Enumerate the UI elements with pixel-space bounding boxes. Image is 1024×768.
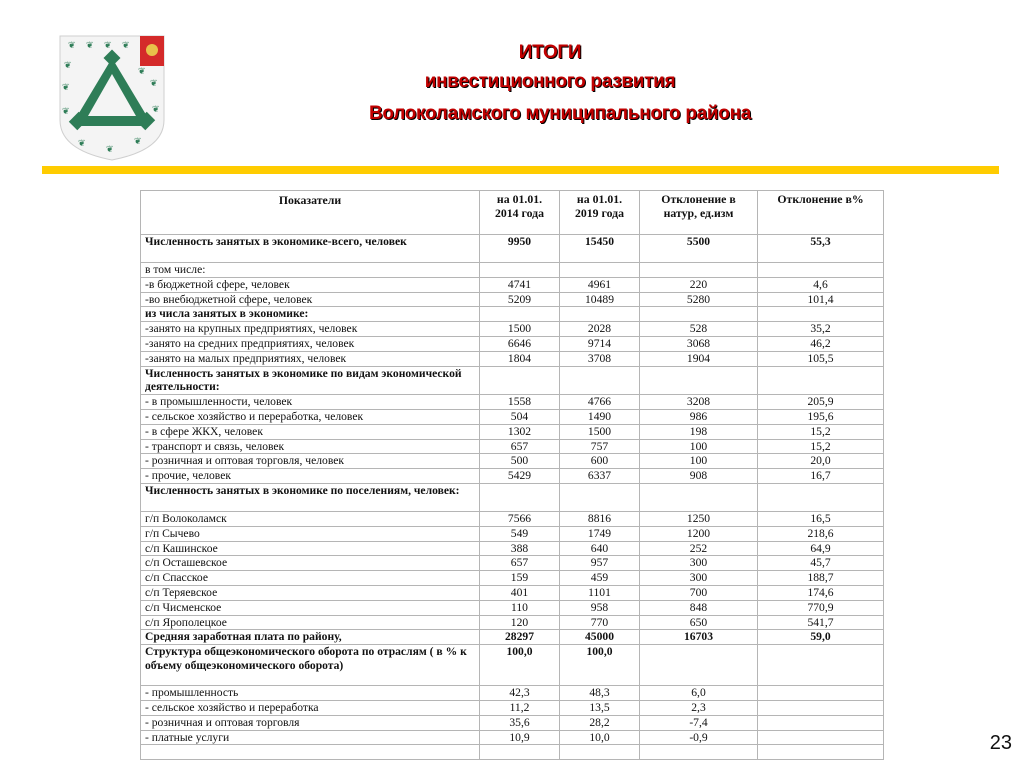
- table-row: [141, 277, 884, 292]
- cell-row-label: г/п Сычево: [141, 526, 480, 541]
- table-row: [141, 307, 884, 322]
- cell-value-2019: 10,0: [560, 730, 640, 745]
- cell-row-label: Структура общеэкономического оборота по отраслям ( в % к объему общеэкономического оборота): [141, 645, 480, 686]
- cell-deviation-abs: [640, 263, 758, 278]
- cell-value-2019: 757: [560, 439, 640, 454]
- cell-value-2014: 5429: [480, 469, 560, 484]
- cell-value-2019: 100,0: [560, 645, 640, 686]
- cell-value-2019: 459: [560, 571, 640, 586]
- page-number: 23: [989, 732, 1012, 754]
- cell-deviation-pct: 35,2: [758, 322, 884, 337]
- cell-value-2014: 42,3: [480, 686, 560, 701]
- cell-deviation-pct: 541,7: [758, 615, 884, 630]
- cell-deviation-pct: 101,4: [758, 292, 884, 307]
- cell-value-2014: 110: [480, 600, 560, 615]
- cell-value-2019: 13,5: [560, 700, 640, 715]
- svg-text:❦: ❦: [150, 78, 158, 88]
- cell-deviation-pct: 64,9: [758, 541, 884, 556]
- cell-deviation-pct: 46,2: [758, 336, 884, 351]
- cell-deviation-pct: 174,6: [758, 585, 884, 600]
- cell-deviation-pct: [758, 307, 884, 322]
- cell-value-2014: 28297: [480, 630, 560, 645]
- table-row: [141, 454, 884, 469]
- cell-deviation-pct: [758, 730, 884, 745]
- cell-deviation-pct: 15,2: [758, 439, 884, 454]
- cell-deviation-abs: 6,0: [640, 686, 758, 701]
- cell-deviation-abs: 528: [640, 322, 758, 337]
- slide-subtitle: инвестиционного развития: [424, 71, 676, 92]
- cell-deviation-abs: 1200: [640, 526, 758, 541]
- cell-value-2014: 1302: [480, 424, 560, 439]
- cell-value-2014: 504: [480, 409, 560, 424]
- cell-row-label: Средняя заработная плата по району,: [141, 630, 480, 645]
- cell-deviation-pct: 45,7: [758, 556, 884, 571]
- cell-deviation-abs: 300: [640, 571, 758, 586]
- column-header-deviation-pct: Отклонение в%: [758, 191, 884, 235]
- cell-value-2014: 11,2: [480, 700, 560, 715]
- cell-row-label: - прочие, человек: [141, 469, 480, 484]
- table-row: [141, 366, 884, 395]
- accent-divider: [42, 166, 999, 174]
- table-row: [141, 424, 884, 439]
- cell-value-2014: 388: [480, 541, 560, 556]
- cell-value-2014: [480, 263, 560, 278]
- column-header-indicator: Показатели: [141, 191, 480, 235]
- cell-row-label: Численность занятых в экономике по видам экономической деятельности:: [141, 366, 480, 395]
- cell-deviation-pct: 218,6: [758, 526, 884, 541]
- cell-deviation-abs: [640, 483, 758, 511]
- cell-value-2019: 8816: [560, 511, 640, 526]
- cell-deviation-pct: 105,5: [758, 351, 884, 366]
- cell-value-2019: [560, 745, 640, 760]
- svg-text:❦: ❦: [106, 144, 114, 154]
- cell-value-2019: 1749: [560, 526, 640, 541]
- cell-deviation-abs: 2,3: [640, 700, 758, 715]
- cell-value-2014: [480, 366, 560, 395]
- table-row: [141, 263, 884, 278]
- cell-deviation-abs: 5500: [640, 235, 758, 263]
- indicators-table: [140, 190, 884, 760]
- cell-deviation-abs: -0,9: [640, 730, 758, 745]
- cell-row-label: -занято на малых предприятиях, человек: [141, 351, 480, 366]
- cell-deviation-pct: [758, 483, 884, 511]
- cell-value-2014: 1558: [480, 395, 560, 410]
- indicators-table-container: [140, 190, 883, 762]
- cell-deviation-pct: [758, 645, 884, 686]
- table-row: [141, 395, 884, 410]
- table-row: [141, 541, 884, 556]
- cell-value-2019: [560, 263, 640, 278]
- cell-deviation-abs: 700: [640, 585, 758, 600]
- cell-deviation-abs: 1250: [640, 511, 758, 526]
- column-header-2019: на 01.01. 2019 года: [560, 191, 640, 235]
- cell-row-label: из числа занятых в экономике:: [141, 307, 480, 322]
- slide-title: ИТОГИ: [518, 42, 582, 63]
- cell-value-2014: 5209: [480, 292, 560, 307]
- cell-row-label: Численность занятых в экономике по поселениям, человек:: [141, 483, 480, 511]
- table-row: [141, 730, 884, 745]
- cell-deviation-abs: 5280: [640, 292, 758, 307]
- cell-row-label: с/п Спасское: [141, 571, 480, 586]
- cell-value-2014: 657: [480, 439, 560, 454]
- column-header-2014: на 01.01. 2014 года: [480, 191, 560, 235]
- cell-value-2019: [560, 307, 640, 322]
- table-row: [141, 322, 884, 337]
- cell-row-label: - промышленность: [141, 686, 480, 701]
- cell-deviation-abs: 100: [640, 454, 758, 469]
- column-header-deviation-abs: Отклонение в натур, ед.изм: [640, 191, 758, 235]
- table-row: [141, 585, 884, 600]
- table-row: [141, 336, 884, 351]
- table-row: [141, 630, 884, 645]
- table-row: [141, 745, 884, 760]
- cell-deviation-pct: [758, 263, 884, 278]
- cell-row-label: - транспорт и связь, человек: [141, 439, 480, 454]
- svg-text:❦: ❦: [78, 138, 86, 148]
- table-row: [141, 439, 884, 454]
- table-body: [141, 235, 884, 760]
- cell-value-2014: 35,6: [480, 715, 560, 730]
- cell-value-2019: 4766: [560, 395, 640, 410]
- table-row: [141, 526, 884, 541]
- cell-value-2014: 6646: [480, 336, 560, 351]
- cell-deviation-abs: [640, 366, 758, 395]
- cell-deviation-pct: 59,0: [758, 630, 884, 645]
- table-row: [141, 351, 884, 366]
- cell-value-2019: 770: [560, 615, 640, 630]
- cell-row-label: - розничная и оптовая торговля: [141, 715, 480, 730]
- cell-row-label: с/п Осташевское: [141, 556, 480, 571]
- cell-row-label: Численность занятых в экономике-всего, человек: [141, 235, 480, 263]
- table-row: [141, 645, 884, 686]
- cell-deviation-pct: 16,7: [758, 469, 884, 484]
- cell-value-2019: 1101: [560, 585, 640, 600]
- svg-text:❦: ❦: [64, 60, 72, 70]
- cell-value-2014: 9950: [480, 235, 560, 263]
- cell-deviation-abs: 3208: [640, 395, 758, 410]
- cell-deviation-abs: 986: [640, 409, 758, 424]
- cell-value-2019: 958: [560, 600, 640, 615]
- cell-deviation-pct: [758, 715, 884, 730]
- cell-deviation-abs: 650: [640, 615, 758, 630]
- cell-value-2014: [480, 745, 560, 760]
- cell-deviation-abs: 198: [640, 424, 758, 439]
- cell-deviation-pct: [758, 745, 884, 760]
- cell-value-2019: [560, 366, 640, 395]
- cell-value-2014: 100,0: [480, 645, 560, 686]
- cell-deviation-abs: 16703: [640, 630, 758, 645]
- svg-text:❦: ❦: [86, 40, 94, 50]
- cell-row-label: - платные услуги: [141, 730, 480, 745]
- cell-deviation-abs: 848: [640, 600, 758, 615]
- cell-deviation-abs: 908: [640, 469, 758, 484]
- cell-deviation-pct: 188,7: [758, 571, 884, 586]
- svg-text:❦: ❦: [152, 104, 160, 114]
- svg-text:❦: ❦: [122, 40, 130, 50]
- cell-value-2019: 2028: [560, 322, 640, 337]
- table-row: [141, 615, 884, 630]
- cell-row-label: с/п Кашинское: [141, 541, 480, 556]
- cell-row-label: [141, 745, 480, 760]
- table-row: [141, 469, 884, 484]
- cell-value-2014: 549: [480, 526, 560, 541]
- cell-deviation-abs: -7,4: [640, 715, 758, 730]
- svg-text:❦: ❦: [104, 40, 112, 50]
- cell-value-2014: 657: [480, 556, 560, 571]
- cell-value-2014: 120: [480, 615, 560, 630]
- cell-value-2019: 600: [560, 454, 640, 469]
- cell-value-2019: [560, 483, 640, 511]
- cell-value-2014: [480, 307, 560, 322]
- cell-value-2014: [480, 483, 560, 511]
- cell-value-2019: 15450: [560, 235, 640, 263]
- cell-deviation-abs: 3068: [640, 336, 758, 351]
- cell-deviation-abs: 300: [640, 556, 758, 571]
- cell-row-label: с/п Теряевское: [141, 585, 480, 600]
- cell-value-2019: 6337: [560, 469, 640, 484]
- cell-row-label: с/п Ярополецкое: [141, 615, 480, 630]
- cell-deviation-pct: 770,9: [758, 600, 884, 615]
- cell-value-2019: 3708: [560, 351, 640, 366]
- table-row: [141, 409, 884, 424]
- cell-deviation-abs: [640, 307, 758, 322]
- slide-subtitle-district: Волоколамского муниципального района: [368, 103, 752, 124]
- cell-row-label: г/п Волоколамск: [141, 511, 480, 526]
- table-row: [141, 483, 884, 511]
- cell-row-label: -в бюджетной сфере, человек: [141, 277, 480, 292]
- cell-value-2019: 48,3: [560, 686, 640, 701]
- table-row: [141, 600, 884, 615]
- cell-value-2014: 7566: [480, 511, 560, 526]
- cell-value-2019: 1500: [560, 424, 640, 439]
- cell-row-label: - в сфере ЖКХ, человек: [141, 424, 480, 439]
- cell-value-2014: 500: [480, 454, 560, 469]
- svg-text:❦: ❦: [62, 82, 70, 92]
- cell-deviation-pct: [758, 366, 884, 395]
- table-row: [141, 571, 884, 586]
- table-row: [141, 556, 884, 571]
- svg-text:❦: ❦: [138, 66, 146, 76]
- table-row: [141, 715, 884, 730]
- svg-text:❦: ❦: [134, 136, 142, 146]
- cell-deviation-abs: 1904: [640, 351, 758, 366]
- cell-deviation-abs: [640, 745, 758, 760]
- cell-deviation-pct: 195,6: [758, 409, 884, 424]
- cell-row-label: -занято на крупных предприятиях, человек: [141, 322, 480, 337]
- cell-deviation-pct: 205,9: [758, 395, 884, 410]
- cell-deviation-pct: 55,3: [758, 235, 884, 263]
- cell-value-2019: 640: [560, 541, 640, 556]
- cell-deviation-pct: [758, 686, 884, 701]
- table-row: [141, 700, 884, 715]
- cell-row-label: с/п Чисменское: [141, 600, 480, 615]
- cell-value-2014: 1500: [480, 322, 560, 337]
- svg-text:❦: ❦: [68, 40, 76, 50]
- table-row: [141, 511, 884, 526]
- cell-value-2019: 45000: [560, 630, 640, 645]
- table-row: [141, 235, 884, 263]
- table-header-row: [141, 191, 884, 235]
- cell-value-2019: 4961: [560, 277, 640, 292]
- table-row: [141, 292, 884, 307]
- cell-value-2014: 1804: [480, 351, 560, 366]
- cell-row-label: - розничная и оптовая торговля, человек: [141, 454, 480, 469]
- cell-deviation-abs: [640, 645, 758, 686]
- cell-deviation-abs: 252: [640, 541, 758, 556]
- cell-deviation-pct: 20,0: [758, 454, 884, 469]
- cell-value-2014: 4741: [480, 277, 560, 292]
- cell-deviation-pct: 4,6: [758, 277, 884, 292]
- cell-value-2019: 9714: [560, 336, 640, 351]
- cell-row-label: - в промышленности, человек: [141, 395, 480, 410]
- cell-deviation-pct: 15,2: [758, 424, 884, 439]
- cell-deviation-abs: 220: [640, 277, 758, 292]
- cell-row-label: -во внебюджетной сфере, человек: [141, 292, 480, 307]
- cell-row-label: в том числе:: [141, 263, 480, 278]
- cell-value-2019: 957: [560, 556, 640, 571]
- cell-value-2014: 159: [480, 571, 560, 586]
- cell-row-label: - сельское хозяйство и переработка: [141, 700, 480, 715]
- coat-of-arms-emblem: [58, 34, 166, 162]
- svg-text:❦: ❦: [62, 106, 70, 116]
- cell-value-2019: 28,2: [560, 715, 640, 730]
- cell-value-2019: 1490: [560, 409, 640, 424]
- cell-deviation-pct: [758, 700, 884, 715]
- cell-row-label: -занято на средних предприятиях, человек: [141, 336, 480, 351]
- cell-value-2014: 401: [480, 585, 560, 600]
- cell-deviation-abs: 100: [640, 439, 758, 454]
- table-row: [141, 686, 884, 701]
- cell-deviation-pct: 16,5: [758, 511, 884, 526]
- cell-value-2014: 10,9: [480, 730, 560, 745]
- cell-value-2019: 10489: [560, 292, 640, 307]
- cell-row-label: - сельское хозяйство и переработка, человек: [141, 409, 480, 424]
